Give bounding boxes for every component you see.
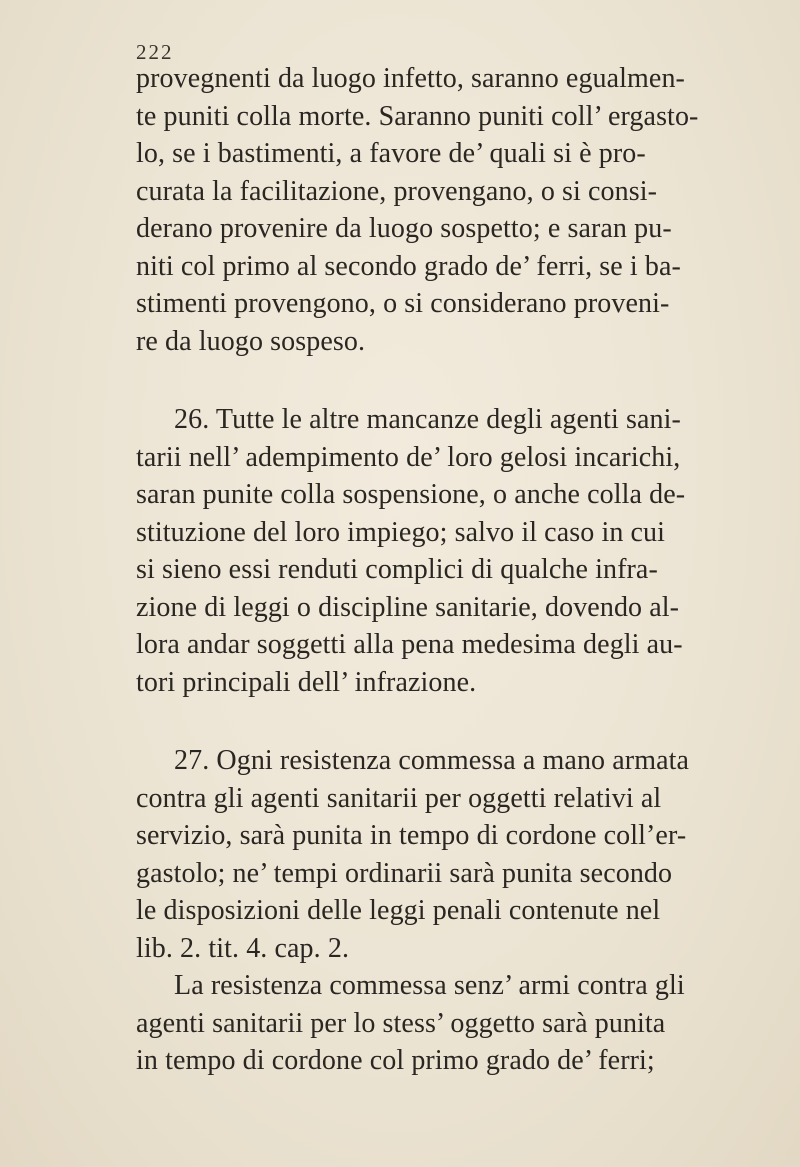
text-line: 26. Tutte le altre mancanze degli agenti sani-	[174, 404, 681, 435]
text-line: La resistenza commessa senz’ armi contra gli	[174, 970, 685, 1001]
text-line: in tempo di cordone col primo grado de’ ferri;	[136, 1045, 655, 1076]
text-line: 27. Ogni resistenza commessa a mano armata	[174, 745, 690, 776]
text-line: si sieno essi renduti complici di qualche infra-	[136, 554, 658, 585]
paragraph-article-27-continued	[136, 967, 776, 1080]
paragraph-continuation	[136, 60, 776, 360]
text-line: contra gli agenti sanitarii per oggetti relativi al	[136, 782, 662, 814]
text-line: lib. 2. tit. 4. cap. 2.	[136, 932, 350, 964]
text-line: servizio, sarà punita in tempo di cordone coll’er-	[136, 820, 687, 851]
text-line: stituzione del loro impiego; salvo il caso in cui	[136, 516, 666, 548]
paragraph-article-26	[136, 401, 776, 701]
text-line: le disposizioni delle leggi penali contenute nel	[136, 895, 661, 926]
page-number: 222	[136, 40, 174, 64]
text-line: niti col primo al secondo grado de’ ferri, se i ba-	[136, 250, 681, 282]
text-line: zione di leggi o discipline sanitarie, dovendo al-	[136, 591, 680, 623]
text-line: stimenti provengono, o si considerano proveni-	[136, 288, 670, 319]
text-line: lo, se i bastimenti, a favore de’ quali si è pro-	[136, 138, 646, 169]
text-line: curata la facilitazione, provengano, o si consi-	[136, 175, 658, 207]
text-line: tori principali dell’ infrazione.	[136, 666, 477, 698]
text-line: te puniti colla morte. Saranno puniti coll’ ergasto-	[136, 100, 699, 132]
paragraph-article-27	[136, 742, 776, 967]
text-line: re da luogo sospeso.	[136, 325, 366, 357]
text-block	[136, 60, 776, 1080]
paragraph-spacer	[136, 701, 776, 742]
text-line: agenti sanitarii per lo stess’ oggetto sarà punita	[136, 1007, 666, 1039]
text-line: provegnenti da luogo infetto, saranno egualmen-	[136, 63, 685, 94]
text-line: derano provenire da luogo sospetto; e saran pu-	[136, 213, 672, 244]
text-line: saran punite colla sospensione, o anche colla de-	[136, 479, 686, 510]
text-line: gastolo; ne’ tempi ordinarii sarà punita secondo	[136, 857, 673, 889]
text-line: lora andar soggetti alla pena medesima degli au-	[136, 629, 683, 660]
text-line: tarii nell’ adempimento de’ loro gelosi incarichi,	[136, 441, 681, 473]
paragraph-spacer	[136, 360, 776, 401]
